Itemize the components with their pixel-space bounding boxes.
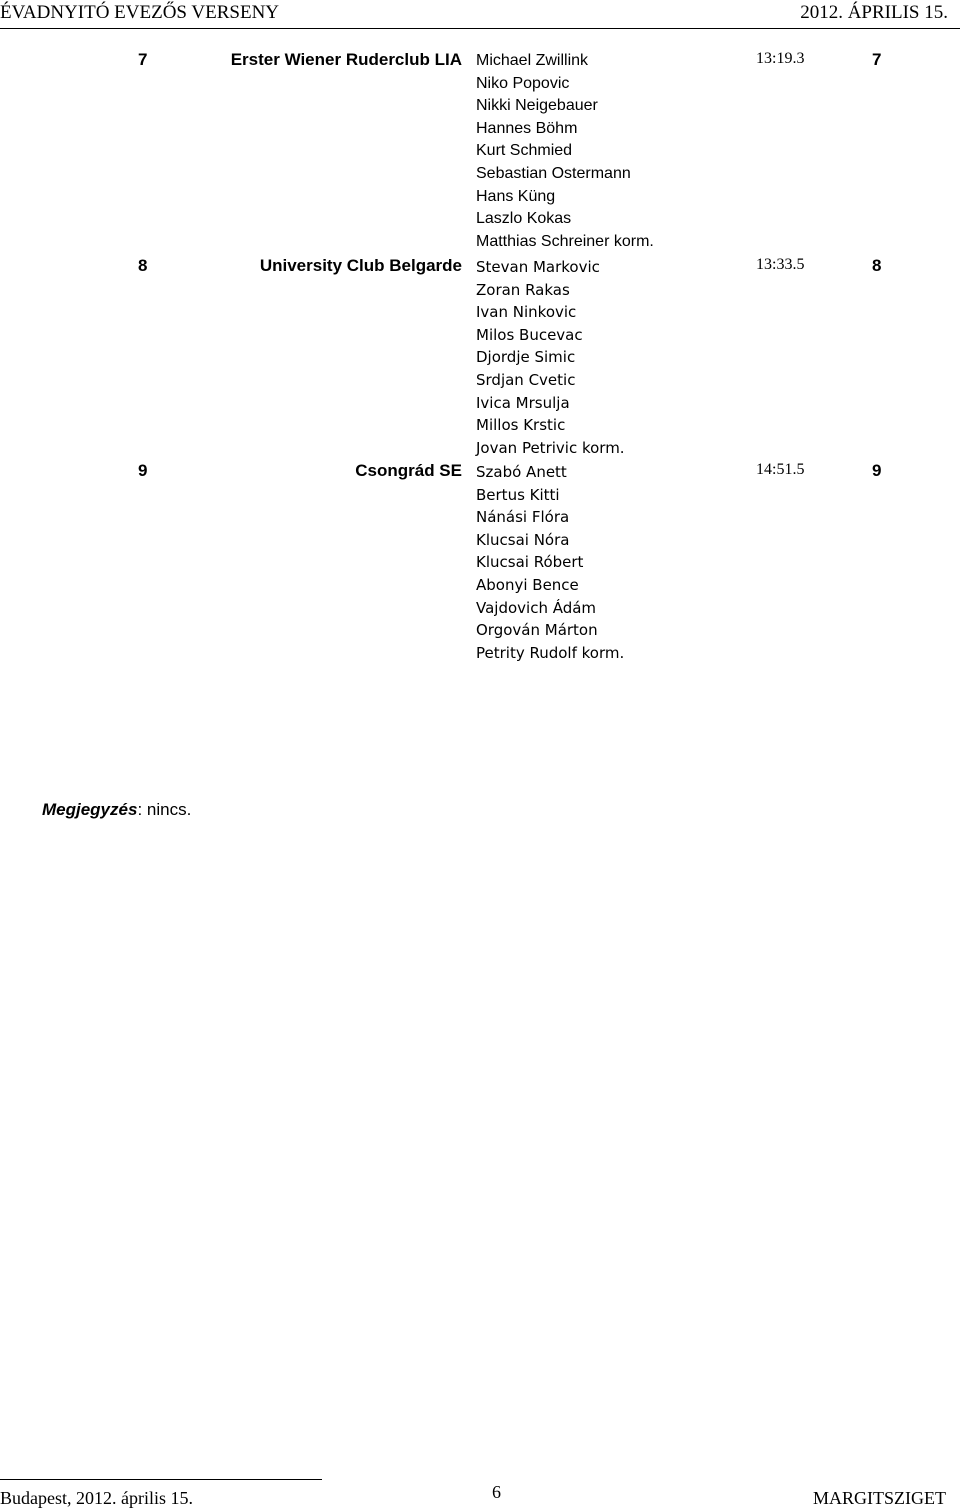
crew-member: Petrity Rudolf korm. xyxy=(476,643,625,662)
entry-time: 13:19.3 xyxy=(756,50,805,67)
page-number: 6 xyxy=(492,1482,501,1502)
crew-member: Kurt Schmied xyxy=(476,142,573,160)
entry-club: Erster Wiener Ruderclub LIA xyxy=(230,50,462,69)
crew-member: Laszlo Kokas xyxy=(476,210,572,228)
crew-member: Szabó Anett xyxy=(476,463,567,481)
crew-member: Sebastian Ostermann xyxy=(476,164,631,182)
crew-list xyxy=(476,50,654,253)
event-date: 2012. ÁPRILIS 15. xyxy=(800,2,948,23)
crew-member: Ivan Ninkovic xyxy=(476,303,577,322)
footer-venue: MARGITSZIGET xyxy=(813,1488,946,1508)
footer-place-date: Budapest, 2012. április 15. xyxy=(0,1488,193,1508)
entry-rank: 9 xyxy=(872,461,882,480)
entry-club: University Club Belgarde xyxy=(259,256,462,275)
entry-place: 8 xyxy=(138,256,148,275)
crew-member: Orgován Márton xyxy=(476,621,598,640)
remark xyxy=(42,800,191,820)
crew-member: Bertus Kitti xyxy=(476,485,560,504)
remark-label: Megjegyzés xyxy=(42,800,138,819)
crew-list xyxy=(476,461,624,664)
crew-member: Klucsai Nóra xyxy=(476,530,570,549)
crew-member: Matthias Schreiner korm. xyxy=(476,232,654,250)
crew-list xyxy=(476,256,625,459)
crew-member: Hans Küng xyxy=(476,187,556,205)
entry-rank: 7 xyxy=(872,50,882,69)
crew-member: Milos Bucevac xyxy=(476,325,583,344)
crew-member: Stevan Markovic xyxy=(476,258,600,276)
entry-time: 14:51.5 xyxy=(756,461,805,478)
crew-member: Millos Krstic xyxy=(476,416,566,435)
crew-member: Srdjan Cvetic xyxy=(476,370,576,389)
crew-member: Niko Popovic xyxy=(476,74,570,92)
crew-member: Abonyi Bence xyxy=(476,575,579,594)
entry-rank: 8 xyxy=(872,256,882,275)
entry-club: Csongrád SE xyxy=(355,461,462,480)
crew-member: Nánási Flóra xyxy=(476,508,570,527)
entry-place: 7 xyxy=(138,50,148,69)
crew-member: Zoran Rakas xyxy=(476,280,570,299)
crew-member: Michael Zwillink xyxy=(476,52,589,69)
page-header xyxy=(0,0,960,29)
crew-member: Djordje Simic xyxy=(476,348,576,367)
event-title: ÉVADNYITÓ EVEZŐS VERSENY xyxy=(0,2,280,23)
crew-member: Vajdovich Ádám xyxy=(476,598,597,617)
crew-member: Jovan Petrivic korm. xyxy=(476,438,625,457)
entry-place: 9 xyxy=(138,461,148,480)
crew-member: Ivica Mrsulja xyxy=(476,393,570,412)
page-footer xyxy=(0,1482,960,1512)
crew-member: Hannes Böhm xyxy=(476,119,578,137)
crew-member: Nikki Neigebauer xyxy=(476,97,598,115)
footer-divider xyxy=(0,1479,322,1480)
entry-time: 13:33.5 xyxy=(756,256,805,273)
crew-member: Klucsai Róbert xyxy=(476,553,584,572)
remark-text: : nincs. xyxy=(137,800,192,819)
